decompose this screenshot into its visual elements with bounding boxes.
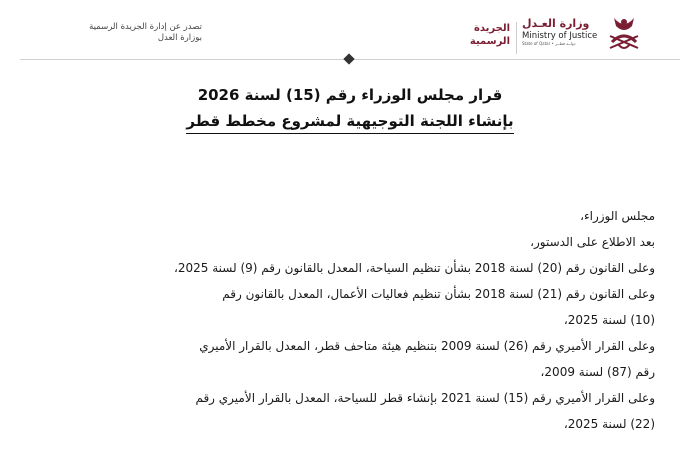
- page-header: [0, 0, 700, 60]
- publisher-note-line-1: تصدر عن إدارة الجريدة الرسمية: [89, 22, 202, 32]
- ministry-name-arabic: وزارة العـدل: [522, 17, 590, 30]
- document-subtitle-text: بإنشاء اللجنة التوجيهية لمشروع مخطط قطر: [186, 112, 513, 134]
- body-line: (10) لسنة 2025،: [563, 313, 655, 327]
- ministry-subtitle: State of Qatar • دولــة قطــر: [522, 41, 576, 46]
- qatar-emblem-icon: [606, 12, 642, 56]
- document-body: [40, 203, 655, 437]
- ministry-name: [522, 18, 602, 47]
- ministry-name-english: Ministry of Justice: [522, 31, 598, 41]
- brand-divider: [516, 22, 517, 54]
- body-line: (22) لسنة 2025،: [563, 417, 655, 431]
- body-line: وعلى القرار الأميري رقم (15) لسنة 2021 بإنشاء قطر للسياحة، المعدل بالقرار الأميري رقم: [195, 391, 655, 405]
- body-line: وعلى القانون رقم (20) لسنة 2018 بشأن تنظيم السياحة، المعدل بالقانون رقم (9) لسنة 2025،: [174, 261, 655, 275]
- body-line: بعد الاطلاع على الدستور،: [530, 235, 655, 249]
- body-line: وعلى القرار الأميري رقم (26) لسنة 2009 بتنظيم هيئة متاحف قطر، المعدل بالقرار الأميري: [199, 339, 655, 353]
- document-title: قرار مجلس الوزراء رقم (15) لسنة 2026: [197, 86, 503, 104]
- publisher-note-line-2: بوزارة العدل: [157, 33, 202, 43]
- publisher-note: [82, 22, 202, 44]
- body-line: مجلس الوزراء،: [580, 209, 655, 223]
- body-line: وعلى القانون رقم (21) لسنة 2018 بشأن تنظيم فعاليات الأعمال، المعدل بالقانون رقم: [222, 287, 655, 301]
- body-line: رقم (87) لسنة 2009،: [540, 365, 655, 379]
- gazette-label-line-1: الجريدة: [473, 23, 510, 34]
- gazette-label-line-2: الرسمية: [469, 36, 510, 47]
- document-subtitle: [120, 112, 580, 130]
- gazette-label: [450, 22, 510, 48]
- ministry-brand: [432, 12, 642, 60]
